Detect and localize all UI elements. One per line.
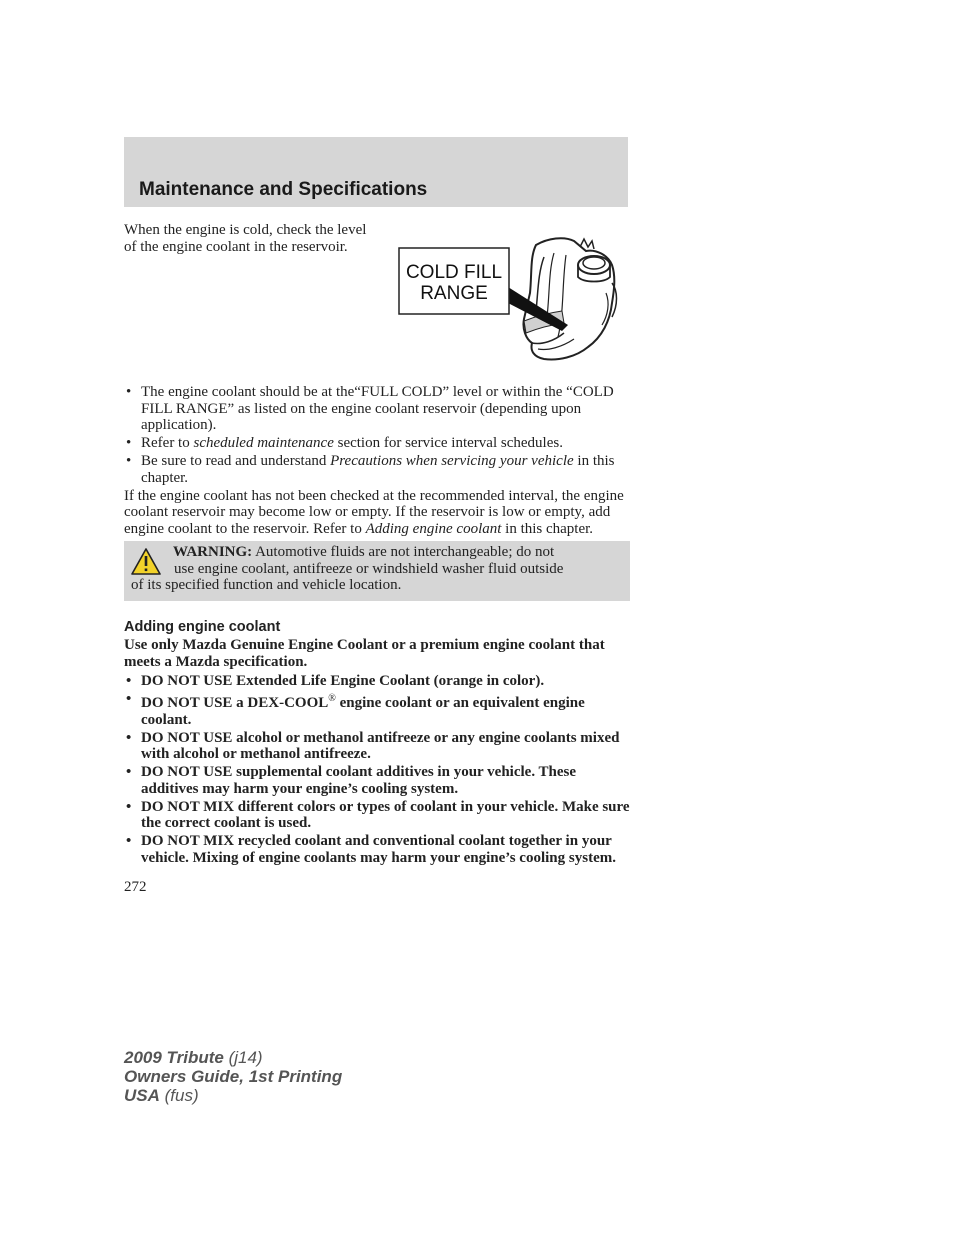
list-item: • DO NOT USE alcohol or methanol antifreeze or any engine coolants mixed with alcohol or methanol antifreeze. [124,730,630,763]
list-item: • DO NOT USE supplemental coolant additives in your vehicle. These additives may harm your engine’s cooling system. [124,764,630,797]
warning-text: use engine coolant, antifreeze or windshield washer fluid outside [174,560,564,577]
coolant-reservoir-illustration [398,233,623,363]
list-item: • Be sure to read and understand Precautions when servicing your vehicle in this chapter. [124,453,630,486]
warning-box [124,541,630,601]
warning-text: Automotive fluids are not interchangeable; do not [252,544,555,560]
intro-paragraph: When the engine is cold, check the level of the engine coolant in the reservoir. [124,222,367,255]
list-item: • Refer to scheduled maintenance section for service interval schedules. [124,435,630,452]
list-item: • The engine coolant should be at the“FULL COLD” level or within the “COLD FILL RANGE” as listed on the engine coolant reservoir (depending upon application). [124,384,630,434]
page-number: 272 [124,879,147,895]
warning-triangle-icon [131,548,161,575]
warning-text: of its specified function and vehicle location. [131,577,402,593]
coolant-check-list [124,384,630,486]
list-item: • DO NOT USE a DEX-COOL® engine coolant or an equivalent engine coolant. [124,691,630,728]
low-coolant-paragraph: If the engine coolant has not been checked at the recommended interval, the engine coolant reservoir may become low or empty. If the reservoir is low or empty, add engine coolant to the reservoir. Refer to Adding engine coolant in this chapter. [124,487,624,537]
warning-label: WARNING: [173,544,253,560]
coolant-requirement: Use only Mazda Genuine Engine Coolant or a premium engine coolant that meets a Mazda specification. [124,637,605,670]
figure-label-line1: COLD FILL [405,262,503,283]
section-title: Maintenance and Specifications [139,179,428,200]
main-content [124,384,630,896]
document-footer: 2009 Tribute (j14) Owners Guide, 1st Printing USA (fus) [124,1048,343,1105]
reference-link-text: Precautions when servicing your vehicle [330,453,574,469]
list-item: • DO NOT MIX different colors or types of coolant in your vehicle. Make sure the correct coolant is used. [124,799,630,832]
reference-link-text: scheduled maintenance [193,435,334,451]
subsection-heading: Adding engine coolant [124,619,281,635]
list-item: • DO NOT USE Extended Life Engine Coolant (orange in color). [124,673,630,690]
figure-label-line2: RANGE [420,283,488,304]
coolant-restrictions-list [124,673,630,866]
list-item: • DO NOT MIX recycled coolant and conventional coolant together in your vehicle. Mixing of engine coolants may harm your engine’s cooling system. [124,833,630,866]
section-header [124,137,628,207]
reference-link-text: Adding engine coolant [365,520,502,537]
